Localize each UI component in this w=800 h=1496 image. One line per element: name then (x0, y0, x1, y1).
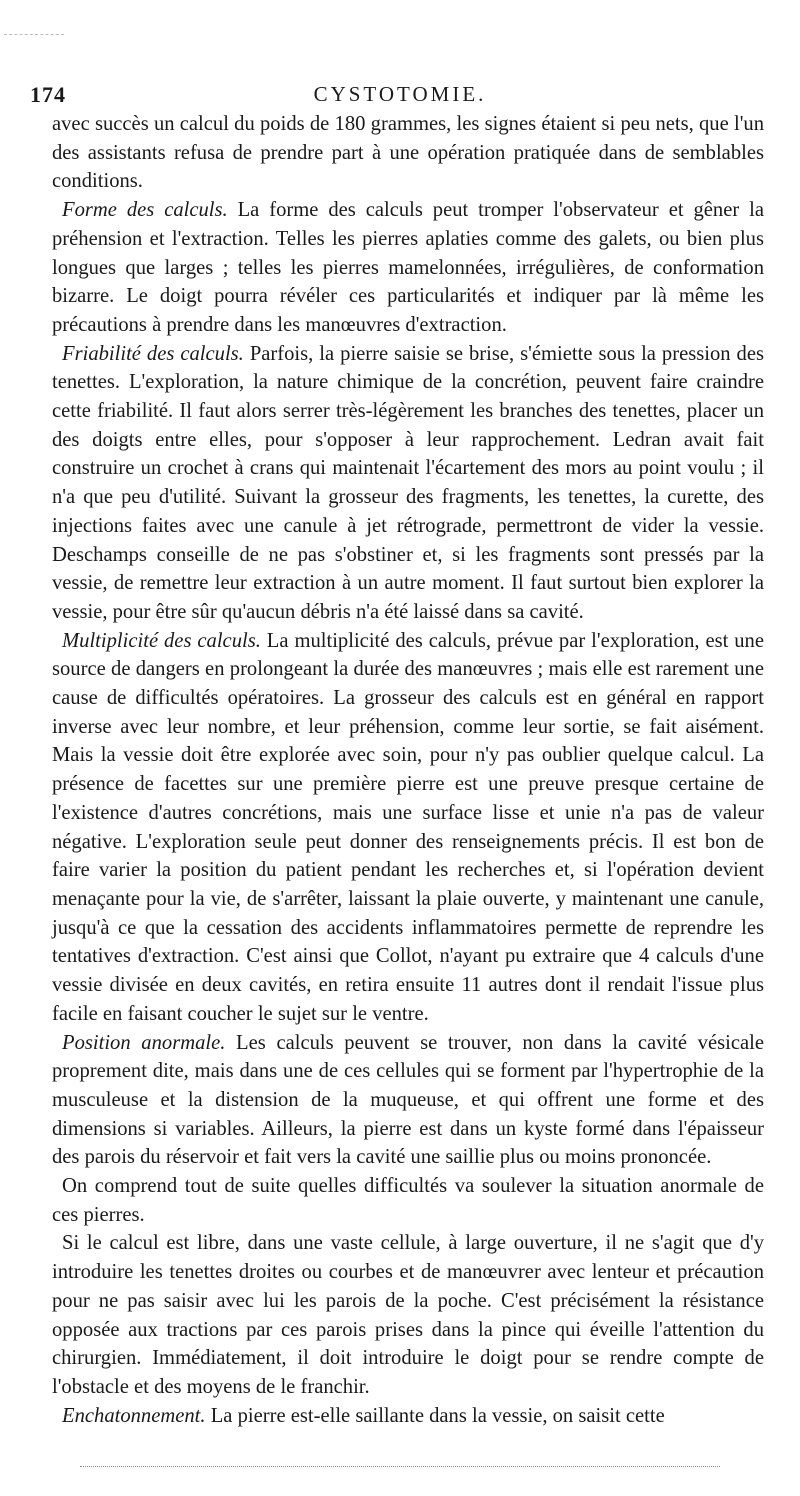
paragraph-text: La pierre est-elle saillante dans la vessie, on saisit cette (205, 1404, 665, 1427)
section-title: Enchatonnement. (62, 1404, 206, 1427)
paragraph (52, 1229, 764, 1401)
bottom-scan-line (80, 1466, 720, 1468)
paragraph (52, 196, 764, 340)
body-text (52, 110, 764, 1430)
paragraph-text: avec succès un calcul du poids de 180 grammes, les signes étaient si peu nets, que l'un des assistants refusa de prendre part à une opération pratiquée dans de semblables conditions. (52, 113, 764, 193)
section-title: Forme des calculs. (62, 199, 228, 222)
page-number: 174 (30, 82, 66, 107)
paragraph (52, 627, 764, 1029)
paragraph (52, 110, 764, 196)
paragraph-text: On comprend tout de suite quelles difficultés va soulever la situation anormale de ces pierres. (52, 1175, 764, 1226)
paragraph-text: La multiplicité des calculs, prévue par l'exploration, est une source de dangers en prolongeant la durée des manœuvres ; mais elle est rarement une cause de difficultés opératoires. La grosseur des calculs est en général en rapport inverse avec leur nombre, et leur préhension, comme leur sortie, se fait aisément. Mais la vessie doit être explorée avec soin, pour n'y pas oublier quelque calcul. La présence de facettes sur une première pierre est une preuve presque certaine de l'existence d'autres concrétions, mais une surface lisse et unie n'a pas de valeur négative. L'exploration seule peut donner des renseignements précis. Il est bon de faire varier la position du patient pendant les recherches et, si l'opération devient menaçante pour la vie, de s'arrêter, laissant la plaie ouverte, y maintenant une canule, jusqu'à ce que la cessation des accidents inflammatoires permette de reprendre les tentatives d'extraction. C'est ainsi que Collot, n'ayant pu extraire que 4 calculs d'une vessie divisée en deux cavités, en retira ensuite 11 autres dont il rendait l'issue plus facile en faisant coucher le sujet sur le ventre. (52, 629, 764, 1025)
paragraph (52, 1402, 764, 1431)
running-title: CYSTOTOMIE. (313, 82, 487, 106)
section-title: Friabilité des calculs. (62, 342, 244, 365)
paragraph-text: La forme des calculs peut tromper l'observateur et gêner la préhension et l'extraction. Telles les pierres aplaties comme des galets, ou bien plus longues que larges ; telles les pierres mamelonnées, irrégulières, de conformation bizarre. Le doigt pourra révéler ces particularités et indiquer par là même les précautions à prendre dans les manœuvres d'extraction. (52, 199, 764, 336)
paragraph (52, 340, 764, 627)
section-title: Multiplicité des calculs. (62, 629, 261, 652)
paragraph (52, 1172, 764, 1229)
paragraph-text: Si le calcul est libre, dans une vaste cellule, à large ouverture, il ne s'agit que d'y introduire les tenettes droites ou courbes et de manœuvrer avec lenteur et précaution pour ne pas saisir avec lui les parois de la poche. C'est précisément la résistance opposée aux tractions par ces parois prises dans la pince qui éveille l'attention du chirurgien. Immédiatement, il doit introduire le doigt pour se rendre compte de l'obstacle et des moyens de le franchir. (52, 1232, 764, 1398)
page-header (30, 82, 770, 110)
paragraph-text: Parfois, la pierre saisie se brise, s'émiette sous la pression des tenettes. L'exploration, la nature chimique de la concrétion, peuvent faire craindre cette friabilité. Il faut alors serrer très-légèrement les branches des tenettes, placer un des doigts entre elles, pour s'opposer à leur rapprochement. Ledran avait fait construire un crochet à crans qui maintenait l'écartement des mors au point voulu ; il n'a que peu d'utilité. Suivant la grosseur des fragments, les tenettes, la curette, des injections faites avec une canule à jet rétrograde, permettront de vider la vessie. Deschamps conseille de ne pas s'obstiner et, si les fragments sont pressés par la vessie, de remettre leur extraction à un autre moment. Il faut surtout bien explorer la vessie, pour être sûr qu'aucun débris n'a été laissé dans sa cavité. (52, 342, 764, 623)
paragraph-text: Les calculs peuvent se trouver, non dans la cavité vésicale proprement dite, mais dans une de ces cellules qui se forment par l'hypertrophie de la musculeuse et la distension de la muqueuse, et qui offrent une forme et des dimensions si variables. Ailleurs, la pierre est dans un kyste formé dans l'épaisseur des parois du réservoir et fait vers la cavité une saillie plus ou moins prononcée. (52, 1031, 764, 1169)
section-title: Position anormale. (62, 1031, 226, 1054)
scan-artifact (4, 34, 64, 36)
paragraph (52, 1029, 764, 1173)
